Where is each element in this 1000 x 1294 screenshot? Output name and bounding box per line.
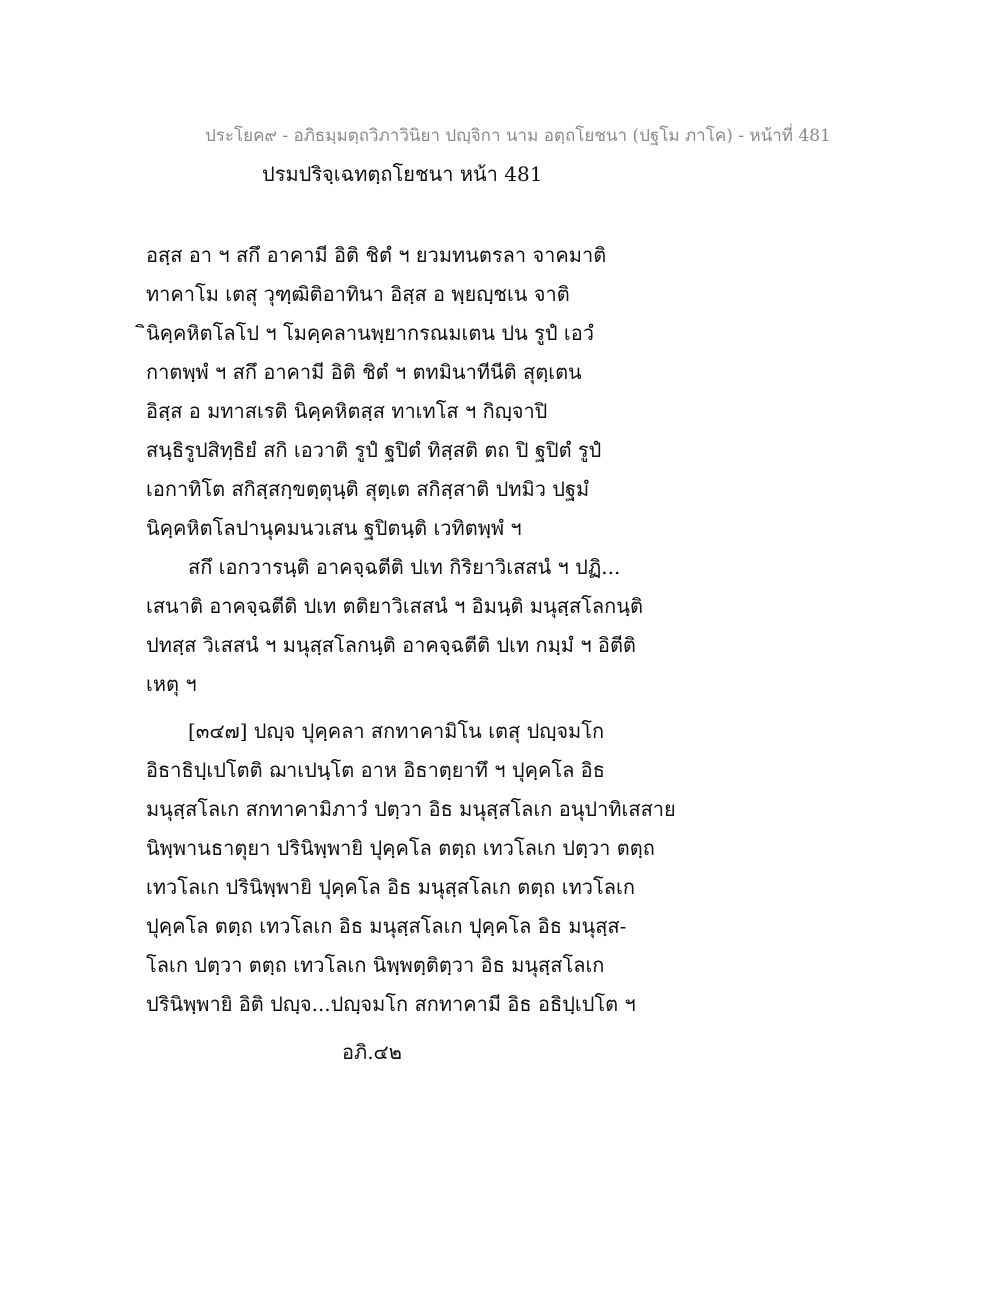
text-line: นิพฺพานธาตุยา ปรินิพฺพายิ ปุคฺคโล ตตฺถ เทวโลเก ปตฺวา ตตฺถ [146,836,655,860]
footer-reference: อภิ.๔๒ [342,1040,402,1064]
text-line: มนุสฺสโลเก สกทาคามิภาวํ ปตฺวา อิธ มนุสฺสโลเก อนุปาทิเสสาย [146,797,676,821]
text-line: ปทสฺส วิเสสนํ ฯ มนุสฺสโลกนฺติ อาคจฺฉตีติ ปเท กมฺมํ ฯ อิตีติ [146,633,636,657]
text-line: เสนาติ อาคจฺฉตีติ ปเท ตติยาวิเสสนํ ฯ อิมนฺติ มนุสฺสโลกนฺติ [146,594,643,618]
text-line: เทวโลเก ปรินิพฺพายิ ปุคฺคโล อิธ มนุสฺสโลเก ตตฺถ เทวโลเก [146,875,635,899]
text-line: เหตุ ฯ [146,672,197,696]
text-line: ปรินิพฺพายิ อิติ ปญฺจ...ปญฺจมโก สกทาคามี อิธ อธิปฺเปโต ฯ [146,992,636,1016]
text-line: ินิคฺคหิตโลโป ฯ โมคฺคลานพฺยากรณมเตน ปน รูปํ เอวํ [146,321,594,345]
text-line: สนฺธิรูปสิทฺธิยํ สกิ เอวาติ รูปํ ฐปิตํ ทิสฺสติ ตถ ปิ ฐปิตํ รูปํ [146,438,602,462]
running-header: ประโยค๙ - อภิธมฺมตฺถวิภาวินิยา ปญฺจิกา นาม อตฺถโยชนา (ปฐโม ภาโค) - หน้าที่ 481 [205,126,831,146]
text-line: เอกาทิโต สกิสฺสกฺขตฺตุนฺติ สุตฺเต สกิสฺสาติ ปทมิว ปฐมํ [146,477,590,501]
paragraph-start-line: [๓๔๗] ปญฺจ ปุคฺคลา สกทาคามิโน เตสุ ปญฺจมโก [188,719,605,743]
text-line: อิสฺส อ มทาสเรติ นิคฺคหิตสฺส ทาเทโส ฯ กิญฺจาปิ [146,399,548,423]
text-line: ทาคาโม เตสุ วุฑฺฒิติอาทินา อิสฺส อ พฺยญฺชเน จาติ [146,282,570,306]
text-line: ปุคฺคโล ตตฺถ เทวโลเก อิธ มนุสฺสโลเก ปุคฺคโล อิธ มนุสฺส- [146,914,627,938]
text-line: อสฺส อา ฯ สกึ อาคามี อิติ ชิตํ ฯ ยวมทนตรลา จาคมาติ [146,243,607,267]
body-text [146,236,686,1024]
text-line: โลเก ปตฺวา ตตฺถ เทวโลเก นิพฺพตฺติตฺวา อิธ มนุสฺสโลเก [146,953,605,977]
text-line: อิธาธิปฺเปโตติ ฌาเปนฺโต อาห อิธาตฺยาทึ ฯ ปุคฺคโล อิธ [146,758,605,782]
section-title: ปรมปริจฺเฉทตฺถโยชนา หน้า 481 [262,162,543,186]
text-line: นิคฺคหิตโลปานุคมนวเสน ฐปิตนฺติ เวทิตพฺพํ ฯ [146,516,522,540]
paragraph-start-line: สกึ เอกวารนฺติ อาคจฺฉตีติ ปเท กิริยาวิเสสนํ ฯ ปฏิ... [188,555,621,579]
text-line: กาตพฺพํ ฯ สกึ อาคามี อิติ ชิตํ ฯ ตทมินาทีนีติ สุตฺเตน [146,360,582,384]
